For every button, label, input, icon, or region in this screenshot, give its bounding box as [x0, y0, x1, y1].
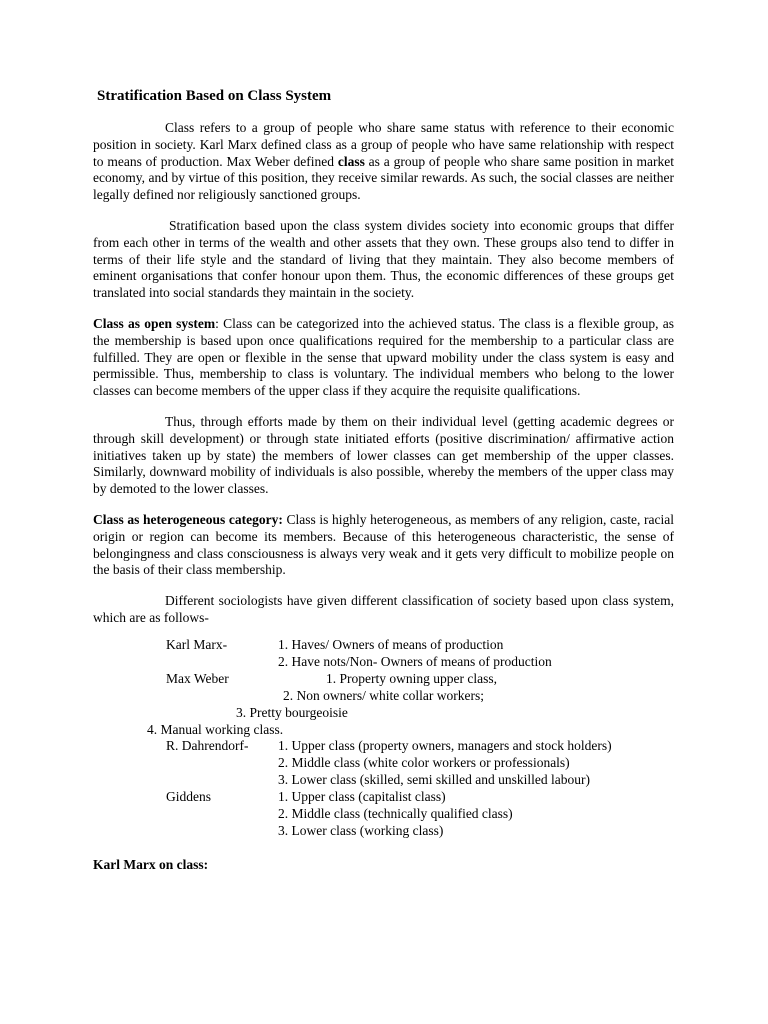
paragraph-class-stratification: Stratification based upon the class system divides society into economic groups that differ from each other in terms of the wealth and other assets that they own. These groups also tend to differ in terms of their life style and the standard of living that they maintain. They also become members of eminent organisations that confer honour upon them. Thus, the economic differences of these groups get translated into social standards they maintain in the society.	[93, 217, 674, 301]
bold-heading: Class as heterogeneous category:	[93, 511, 283, 527]
bold-heading: Class as open system	[93, 315, 216, 331]
class-item: 1. Upper class (capitalist class)	[278, 788, 446, 804]
class-item: 1. Upper class (property owners, managers and stock holders)	[278, 737, 612, 753]
class-item: 2. Non owners/ white collar workers;	[283, 687, 484, 703]
paragraph-heterogeneous	[93, 512, 674, 579]
classification-list	[93, 637, 674, 839]
paragraph-classification-intro: Different sociologists have given different classification of society based upon class system, which are as follows-	[93, 593, 674, 625]
class-item: 2. Have nots/Non- Owners of means of production	[278, 653, 552, 669]
sociologist-name: R. Dahrendorf-	[166, 737, 249, 753]
class-item: 2. Middle class (white color workers or professionals)	[278, 754, 570, 770]
sociologist-name: Max Weber	[166, 670, 229, 686]
paragraph-text: Class is highly heterogeneous, as members of any religion, caste, racial origin or region can become its members. Because of this heterogeneous characteristic, the sense of belongingness and class consciousness is always very weak and it gets very difficult to mobilize people on the basis of their class membership.	[93, 511, 675, 578]
class-item: 3. Lower class (skilled, semi skilled and unskilled labour)	[278, 771, 590, 787]
class-item: 1. Property owning upper class,	[326, 670, 497, 686]
page-title: Stratification Based on Class System	[97, 88, 332, 104]
sociologist-name: Giddens	[166, 788, 211, 804]
section-heading: Karl Marx on class:	[93, 856, 209, 872]
class-item: 3. Pretty bourgeoisie	[236, 704, 348, 720]
bold-term: class	[337, 153, 365, 169]
class-item: 2. Middle class (technically qualified class)	[278, 805, 513, 821]
paragraph-class-definition	[93, 120, 674, 204]
class-item: 1. Haves/ Owners of means of production	[278, 636, 504, 652]
paragraph-text: Class refers to a group of people who share same status with reference to their economic position in society. Karl Marx defined class as a group of people who have same relationship with respect to means of production. Max Weber defined	[93, 120, 674, 169]
paragraph-text: as a group of people who share same position in market economy, and by virtue of this position, they receive similar rewards. As such, the social classes are neither legally defined nor religiously sanctioned groups.	[93, 153, 674, 203]
sociologist-name: Karl Marx-	[166, 636, 228, 652]
document-page	[93, 86, 674, 874]
class-item: 3. Lower class (working class)	[278, 822, 444, 838]
paragraph-open-system	[93, 316, 674, 400]
class-item: 4. Manual working class.	[147, 721, 284, 737]
paragraph-mobility: Thus, through efforts made by them on their individual level (getting academic degrees or through skill development) or through state initiated efforts (positive discrimination/ affirmative action initiatives taken up by state) the members of lower classes can get membership of the upper classes. Similarly, downward mobility of individuals is also possible, whereby the members of the upper class may by demoted to the lower classes.	[93, 413, 674, 497]
paragraph-text: : Class can be categorized into the achieved status. The class is a flexible group, as the membership is based upon once qualifications required for the membership to a particular class are fulfilled. They are open or flexible in the sense that upward mobility under the class system is easy and permissible. Thus, membership to class is voluntary. The individual members who belong to the lower classes can become members of the upper class if they acquire the requisite qualifications.	[93, 315, 674, 399]
